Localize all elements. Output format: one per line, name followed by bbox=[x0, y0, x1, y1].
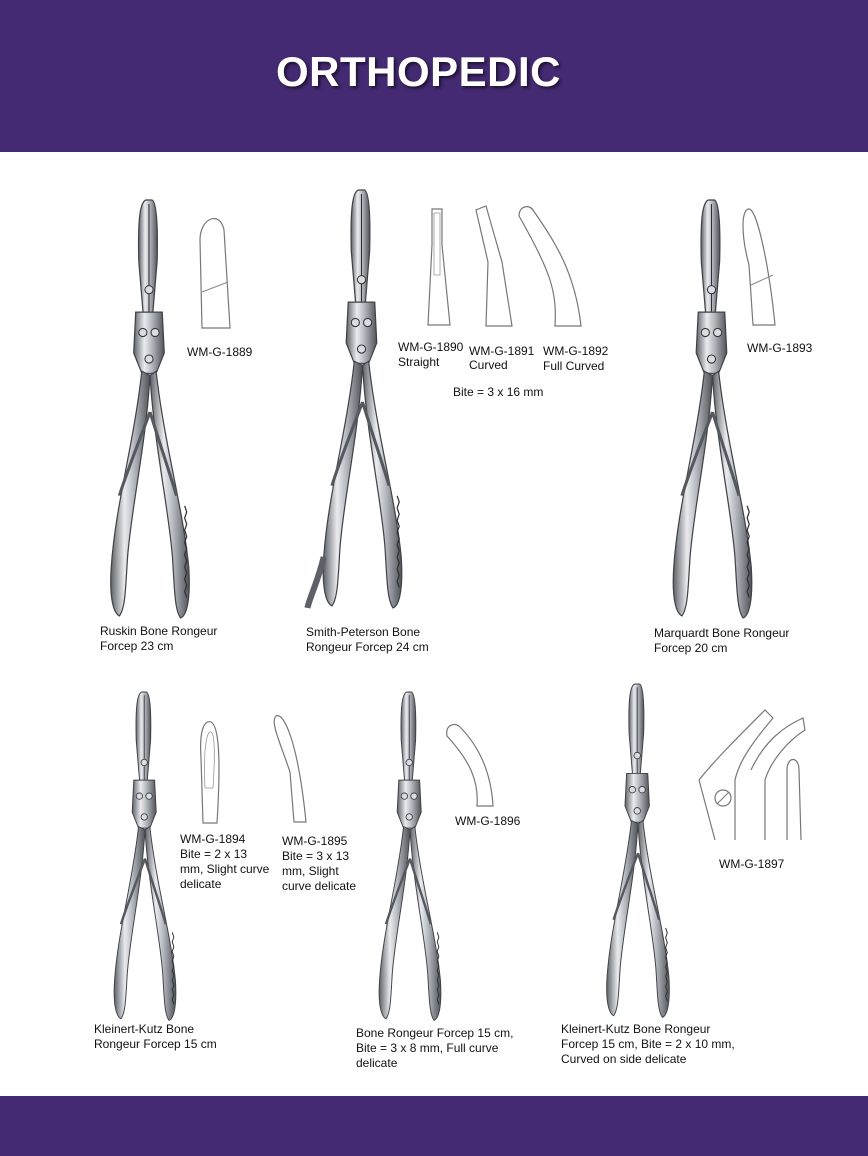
product-name-1896-line2: Bite = 3 x 8 mm, Full curve bbox=[356, 1041, 499, 1055]
header-band bbox=[0, 0, 868, 152]
code-wm-g-1895: WM-G-1895 bbox=[282, 834, 348, 848]
code-wm-g-1889: WM-G-1889 bbox=[187, 345, 253, 359]
tip-sketch-1895 bbox=[266, 712, 316, 827]
product-name-1897-line2: Forcep 15 cm, Bite = 2 x 10 mm, bbox=[561, 1037, 735, 1051]
tip-sketch-1894 bbox=[193, 718, 228, 828]
product-name-1896-line1: Bone Rongeur Forcep 15 cm, bbox=[356, 1026, 514, 1040]
product-name-1889-line1: Ruskin Bone Rongeur bbox=[100, 624, 218, 638]
variant-full-curved: Full Curved bbox=[543, 359, 605, 373]
product-name-1893-line1: Marquardt Bone Rongeur bbox=[654, 626, 790, 640]
tip-sketch-1889 bbox=[190, 210, 235, 335]
product-name-1889-line2: Forcep 23 cm bbox=[100, 639, 174, 653]
product-name-1894-line2: Rongeur Forcep 15 cm bbox=[94, 1037, 217, 1051]
product-name-1890-line2: Rongeur Forcep 24 cm bbox=[306, 640, 429, 654]
tip-sketch-1893 bbox=[735, 205, 780, 330]
variant-straight: Straight bbox=[398, 355, 440, 369]
code-wm-g-1892: WM-G-1892 bbox=[543, 344, 609, 358]
ruskin-rongeur-image bbox=[95, 200, 205, 620]
code-wm-g-1891: WM-G-1891 bbox=[469, 344, 535, 358]
product-name-1897-line3: Curved on side delicate bbox=[561, 1052, 687, 1066]
product-name-1897-line1: Kleinert-Kutz Bone Rongeur bbox=[561, 1022, 711, 1036]
product-name-1890-line1: Smith-Peterson Bone bbox=[306, 625, 421, 639]
tip-sketch-1892 bbox=[515, 202, 585, 330]
desc-1894-line1: Bite = 2 x 13 bbox=[180, 847, 248, 861]
code-wm-g-1890: WM-G-1890 bbox=[398, 340, 464, 354]
desc-1894-line3: delicate bbox=[180, 877, 222, 891]
tip-sketch-1897 bbox=[695, 700, 810, 845]
product-name-1893-line2: Forcep 20 cm bbox=[654, 641, 728, 655]
tip-sketch-1890 bbox=[420, 205, 460, 330]
variant-curved: Curved bbox=[469, 358, 508, 372]
footer-band bbox=[0, 1096, 868, 1156]
kleinert-kutz-side-rongeur-image bbox=[578, 684, 698, 1019]
bite-1890-1892: Bite = 3 x 16 mm bbox=[453, 385, 544, 399]
smith-peterson-rongeur-image bbox=[305, 190, 420, 610]
tip-sketch-1891 bbox=[472, 202, 517, 330]
product-name-1896-line3: delicate bbox=[356, 1056, 398, 1070]
product-name-1894-line1: Kleinert-Kutz Bone bbox=[94, 1022, 195, 1036]
tip-sketch-1896 bbox=[443, 720, 498, 810]
desc-1895-line3: curve delicate bbox=[282, 879, 357, 893]
desc-1895-line2: mm, Slight bbox=[282, 864, 339, 878]
code-wm-g-1897: WM-G-1897 bbox=[719, 857, 785, 871]
page-title: ORTHOPEDIC bbox=[276, 48, 562, 95]
code-wm-g-1893: WM-G-1893 bbox=[747, 341, 813, 355]
code-wm-g-1896: WM-G-1896 bbox=[455, 814, 521, 828]
desc-1895-line1: Bite = 3 x 13 bbox=[282, 849, 350, 863]
desc-1894-line2: mm, Slight curve bbox=[180, 862, 270, 876]
code-wm-g-1894: WM-G-1894 bbox=[180, 832, 246, 846]
